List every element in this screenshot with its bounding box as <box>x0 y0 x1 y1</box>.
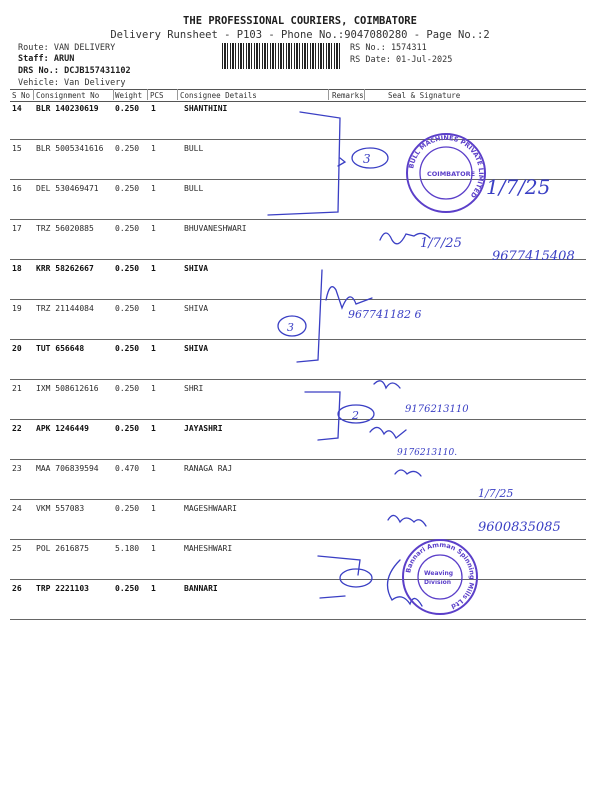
row-weight: 0.250 <box>115 304 140 313</box>
row-sno: 17 <box>12 224 22 233</box>
handwritten-count: 3 <box>363 152 371 166</box>
row-consignee: SHIVA <box>184 344 209 353</box>
row-pcs: 1 <box>151 304 156 313</box>
svg-text:Weaving: Weaving <box>424 570 454 577</box>
row-sno: 19 <box>12 304 22 313</box>
row-consignment-no: TRZ 21144084 <box>36 304 94 313</box>
row-consignment-no: TUT 656648 <box>36 344 85 353</box>
row-consignment-no: TRP 2221103 <box>36 584 89 593</box>
row-pcs: 1 <box>151 584 156 593</box>
signature-scribble <box>395 470 421 476</box>
row-sno: 20 <box>12 344 22 353</box>
row-sno: 22 <box>12 424 22 433</box>
row-pcs: 1 <box>151 504 156 513</box>
handwritten-count: 3 <box>287 321 294 334</box>
row-pcs: 1 <box>151 464 156 473</box>
row-pcs: 1 <box>151 264 156 273</box>
handwritten-phone: 9176213110 <box>405 404 469 415</box>
row-pcs: 1 <box>151 544 156 553</box>
row-weight: 0.250 <box>115 504 140 513</box>
row-sno: 23 <box>12 464 22 473</box>
staff-label: Staff: <box>18 54 49 64</box>
row-sno: 16 <box>12 184 22 193</box>
row-consignee: SHIVA <box>184 304 209 313</box>
row-sno: 21 <box>12 384 22 393</box>
row-consignment-no: KRR 58262667 <box>36 264 94 273</box>
row-consignee: BHUVANESHWARI <box>184 224 247 233</box>
row-pcs: 1 <box>151 384 156 393</box>
row-consignment-no: BLR 140230619 <box>36 104 99 113</box>
company-title: THE PROFESSIONAL COURIERS, COIMBATORE <box>183 15 417 27</box>
row-consignee: BULL <box>184 144 204 153</box>
bracket-mark <box>318 556 360 598</box>
company-stamp <box>403 540 477 614</box>
svg-text:Bannari Amman Spinning Mills L: Bannari Amman Spinning Mills Ltd <box>404 540 477 611</box>
bracket-mark <box>305 392 340 440</box>
col-sno: S No <box>12 91 31 100</box>
row-consignee: BANNARI <box>184 584 218 593</box>
rs-number: RS No.: 1574311 <box>350 43 427 53</box>
row-weight: 0.250 <box>115 144 140 153</box>
bracket-mark <box>268 112 340 215</box>
svg-text:BULL MACHINES PRIVATE LIMITED: BULL MACHINES PRIVATE LIMITED <box>407 133 486 200</box>
row-consignment-no: BLR 5005341616 <box>36 144 104 153</box>
row-consignee: MAGESHWAARI <box>184 504 237 513</box>
row-weight: 0.250 <box>115 264 140 273</box>
row-consignee: MAHESHWARI <box>184 544 233 553</box>
row-weight: 0.250 <box>115 424 140 433</box>
row-pcs: 1 <box>151 424 156 433</box>
col-remarks: Remarks <box>332 91 364 100</box>
handwritten-date: 1/7/25 <box>420 236 462 251</box>
row-pcs: 1 <box>151 344 156 353</box>
row-sno: 18 <box>12 264 22 273</box>
col-pcs: PCS <box>150 91 164 100</box>
col-consignee: Consignee Details <box>180 91 257 100</box>
signature-scribble <box>388 515 426 526</box>
row-weight: 0.250 <box>115 344 140 353</box>
handwritten-phone: 9600835085 <box>478 520 561 535</box>
col-weight: Weight <box>115 91 143 100</box>
signature-scribble <box>374 381 400 388</box>
row-consignment-no: IXM 508612616 <box>36 384 99 393</box>
drs-value: DCJB157431102 <box>64 66 131 76</box>
signature-scribble <box>326 287 372 308</box>
col-seal-signature: Seal & Signature <box>388 91 461 100</box>
row-consignee: RANAGA RAJ <box>184 464 233 473</box>
route-text: Route: VAN DELIVERY <box>18 43 116 53</box>
row-weight: 0.250 <box>115 584 140 593</box>
col-consignment: Consignment No <box>36 91 100 100</box>
staff-value: ARUN <box>53 54 75 64</box>
row-consignment-no: POL 2616875 <box>36 544 89 553</box>
row-weight: 5.180 <box>115 544 140 553</box>
row-sno: 26 <box>12 584 22 593</box>
drs-label: DRS No.: <box>18 66 59 76</box>
row-weight: 0.250 <box>115 104 140 113</box>
row-consignment-no: VKM 557083 <box>36 504 85 513</box>
svg-text:Division: Division <box>424 579 452 586</box>
handwritten-date: 1/7/25 <box>486 175 551 199</box>
bracket-mark <box>297 270 322 362</box>
row-weight: 0.250 <box>115 184 140 193</box>
rs-date: RS Date: 01-Jul-2025 <box>350 55 453 65</box>
row-sno: 25 <box>12 544 22 553</box>
signature-scribble <box>370 427 406 438</box>
row-weight: 0.250 <box>115 384 140 393</box>
handwritten-phone: 967741182 6 <box>348 308 422 321</box>
row-consignment-no: TRZ 56020885 <box>36 224 94 233</box>
handwritten-date: 1/7/25 <box>478 487 514 500</box>
company-stamp <box>407 134 485 212</box>
row-consignment-no: MAA 706839594 <box>36 464 99 473</box>
row-pcs: 1 <box>151 104 156 113</box>
row-consignee: SHANTHINI <box>184 104 228 113</box>
row-consignee: JAYASHRI <box>184 424 223 433</box>
row-pcs: 1 <box>151 144 156 153</box>
row-consignee: BULL <box>184 184 204 193</box>
row-sno: 24 <box>12 504 22 513</box>
row-pcs: 1 <box>151 224 156 233</box>
vehicle-text: Vehicle: Van Delivery <box>18 78 126 88</box>
row-sno: 14 <box>12 104 22 113</box>
row-weight: 0.250 <box>115 224 140 233</box>
row-weight: 0.470 <box>115 464 140 473</box>
handwritten-phone: 9176213110. <box>397 448 458 458</box>
row-consignee: SHIVA <box>184 264 209 273</box>
count-circle <box>340 569 372 587</box>
row-consignment-no: DEL 530469471 <box>36 184 99 193</box>
row-consignee: SHRI <box>184 384 204 393</box>
row-pcs: 1 <box>151 184 156 193</box>
row-sno: 15 <box>12 144 22 153</box>
handwritten-count: 2 <box>352 409 359 422</box>
runsheet-subtitle: Delivery Runsheet - P103 - Phone No.:9047080280 - Page No.:2 <box>110 29 490 41</box>
svg-text:COIMBATORE: COIMBATORE <box>427 170 476 178</box>
row-consignment-no: APK 1246449 <box>36 424 89 433</box>
handwritten-phone: 9677415408 <box>492 249 575 264</box>
